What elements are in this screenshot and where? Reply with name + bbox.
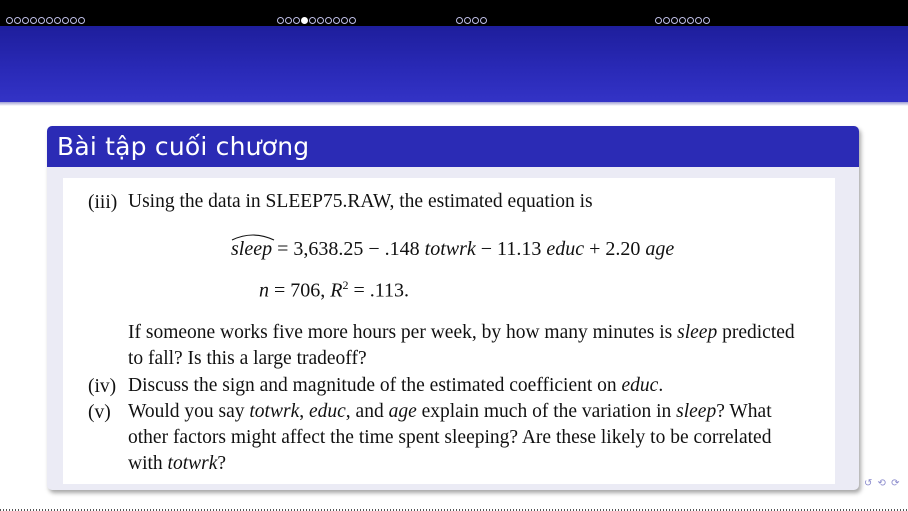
nav-dot[interactable] [695,17,702,24]
nav-section-4[interactable] [655,16,710,24]
nav-dot[interactable] [671,17,678,24]
hat-symbol [231,232,275,241]
nav-dot[interactable] [70,17,77,24]
nav-dot[interactable] [472,17,479,24]
nav-dot[interactable] [333,17,340,24]
regression-stats: n = 706, $R^2 = .113$. [259,278,410,302]
block-title-bar [47,126,859,167]
nav-dot[interactable] [703,17,710,24]
nav-dot[interactable] [38,17,45,24]
nav-dot[interactable] [30,17,37,24]
header-shadow [0,102,908,106]
nav-dot[interactable] [464,17,471,24]
nav-dot[interactable] [679,17,686,24]
nav-dot[interactable] [78,17,85,24]
nav-dot[interactable] [54,17,61,24]
nav-dot[interactable] [277,17,284,24]
section-navigation-bar [0,0,908,26]
nav-dot[interactable] [301,17,308,24]
estimated-equation: sleep = 3,638.25 − .148 totwrk − 11.13 educ + 2.20 age [231,238,674,261]
nav-dot[interactable] [293,17,300,24]
question-line-1: If someone works five more hours per week, by how many minutes is sleep predicted [128,322,795,343]
item-line-3: with totwrk? [128,453,227,474]
nav-dot[interactable] [325,17,332,24]
nav-dot[interactable] [655,17,662,24]
nav-dot[interactable] [317,17,324,24]
nav-dot[interactable] [46,17,53,24]
nav-dot[interactable] [663,17,670,24]
nav-dot[interactable] [22,17,29,24]
beamer-navigation-icon[interactable]: ↺ ⟲ ⟳ [864,478,901,489]
block-title: Bài tập cuối chương [57,132,310,161]
nav-section-1[interactable] [6,16,85,24]
equation-lhs: sleep [231,238,272,261]
textbook-excerpt [63,178,835,484]
nav-dot[interactable] [687,17,694,24]
item-marker: (iv) [88,376,117,397]
question-line-2: to fall? Is this a large tradeoff? [128,348,367,369]
item-text: Using the data in SLEEP75.RAW, the estimated equation is [128,191,593,212]
nav-section-2[interactable] [277,16,356,24]
nav-dot[interactable] [62,17,69,24]
item-line-1: Would you say totwrk, educ, and age explain much of the variation in sleep? What [128,401,772,422]
nav-dot[interactable] [309,17,316,24]
nav-dot[interactable] [6,17,13,24]
nav-dot[interactable] [480,17,487,24]
item-line-2: other factors might affect the time spent sleeping? Are these likely to be correlated [128,427,772,448]
item-marker: (v) [88,402,111,423]
item-text: Discuss the sign and magnitude of the estimated coefficient on educ. [128,375,664,396]
nav-dot[interactable] [349,17,356,24]
item-marker: (iii) [88,192,118,213]
nav-dot[interactable] [14,17,21,24]
slide-header-band [0,26,908,102]
nav-section-3[interactable] [456,16,487,24]
nav-dot[interactable] [456,17,463,24]
nav-dot[interactable] [285,17,292,24]
nav-dot[interactable] [341,17,348,24]
